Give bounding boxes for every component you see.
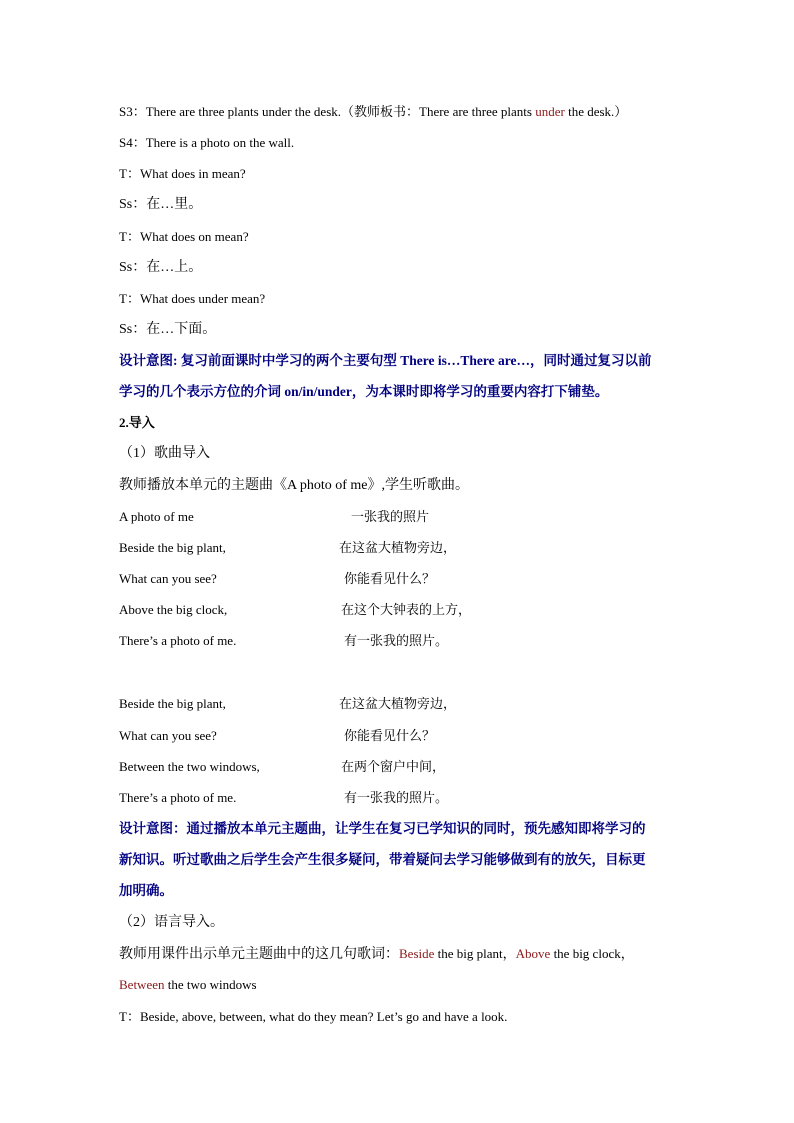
song-intro: 教师播放本单元的主题曲《A photo of me》,学生听歌曲。 (119, 478, 469, 493)
section-2-title: 2.导入 (119, 415, 155, 430)
song-line: There’s a photo of me. 有一张我的照片。 (119, 633, 449, 648)
teacher-on-question: T：What does on mean? (119, 229, 249, 244)
design-intent-1-line-2: 学习的几个表示方位的介词 on/in/under，为本课时即将学习的重要内容打下铺垫。 (119, 384, 609, 399)
song-line: Beside the big plant, 在这盆大植物旁边， (119, 540, 457, 555)
design-intent-1-line-1: 设计意图: 复习前面课时中学习的两个主要句型 There is…There are…，同时通过复习以前 (119, 353, 652, 368)
design-intent-2-line-1: 设计意图：通过播放本单元主题曲，让学生在复习已学知识的同时，预先感知即将学习的 (119, 821, 646, 836)
song-line: There’s a photo of me. 有一张我的照片。 (119, 790, 449, 805)
teacher-in-question: T：What does in mean? (119, 166, 246, 181)
review-s3: S3：There are three plants under the desk.（教师板书：There are three plants under the desk.） (119, 104, 628, 119)
song-line: Beside the big plant, 在这盆大植物旁边， (119, 696, 457, 711)
song-line: What can you see? 你能看见什么？ (119, 728, 436, 743)
review-s4: S4：There is a photo on the wall. (119, 135, 295, 150)
sub-heading-song: （1）歌曲导入 (119, 446, 210, 461)
students-under-answer: Ss：在…下面。 (119, 322, 217, 337)
teacher-under-question: T：What does under mean? (119, 291, 266, 306)
language-intro: 教师用课件出示单元主题曲中的这几句歌词：Beside the big plant，Above the big clock， (119, 946, 634, 962)
students-in-answer: Ss：在…里。 (119, 197, 203, 212)
song-line: Between the two windows, 在两个窗户中间， (119, 759, 446, 774)
design-intent-2-line-2: 新知识。听过歌曲之后学生会产生很多疑问，带着疑问去学习能够做到有的放矢，目标更 (119, 852, 646, 867)
song-line: What can you see? 你能看见什么？ (119, 571, 436, 586)
song-line: Above the big clock, 在这个大钟表的上方， (119, 602, 472, 617)
design-intent-2-line-3: 加明确。 (119, 883, 173, 898)
song-line: A photo of me 一张我的照片 (119, 509, 430, 524)
teacher-final-question: T：Beside, above, between, what do they mean? Let’s go and have a look. (119, 1009, 508, 1024)
sub-heading-language: （2）语言导入。 (119, 915, 224, 930)
language-intro-continued: Between the two windows (119, 977, 257, 992)
students-on-answer: Ss：在…上。 (119, 260, 203, 275)
